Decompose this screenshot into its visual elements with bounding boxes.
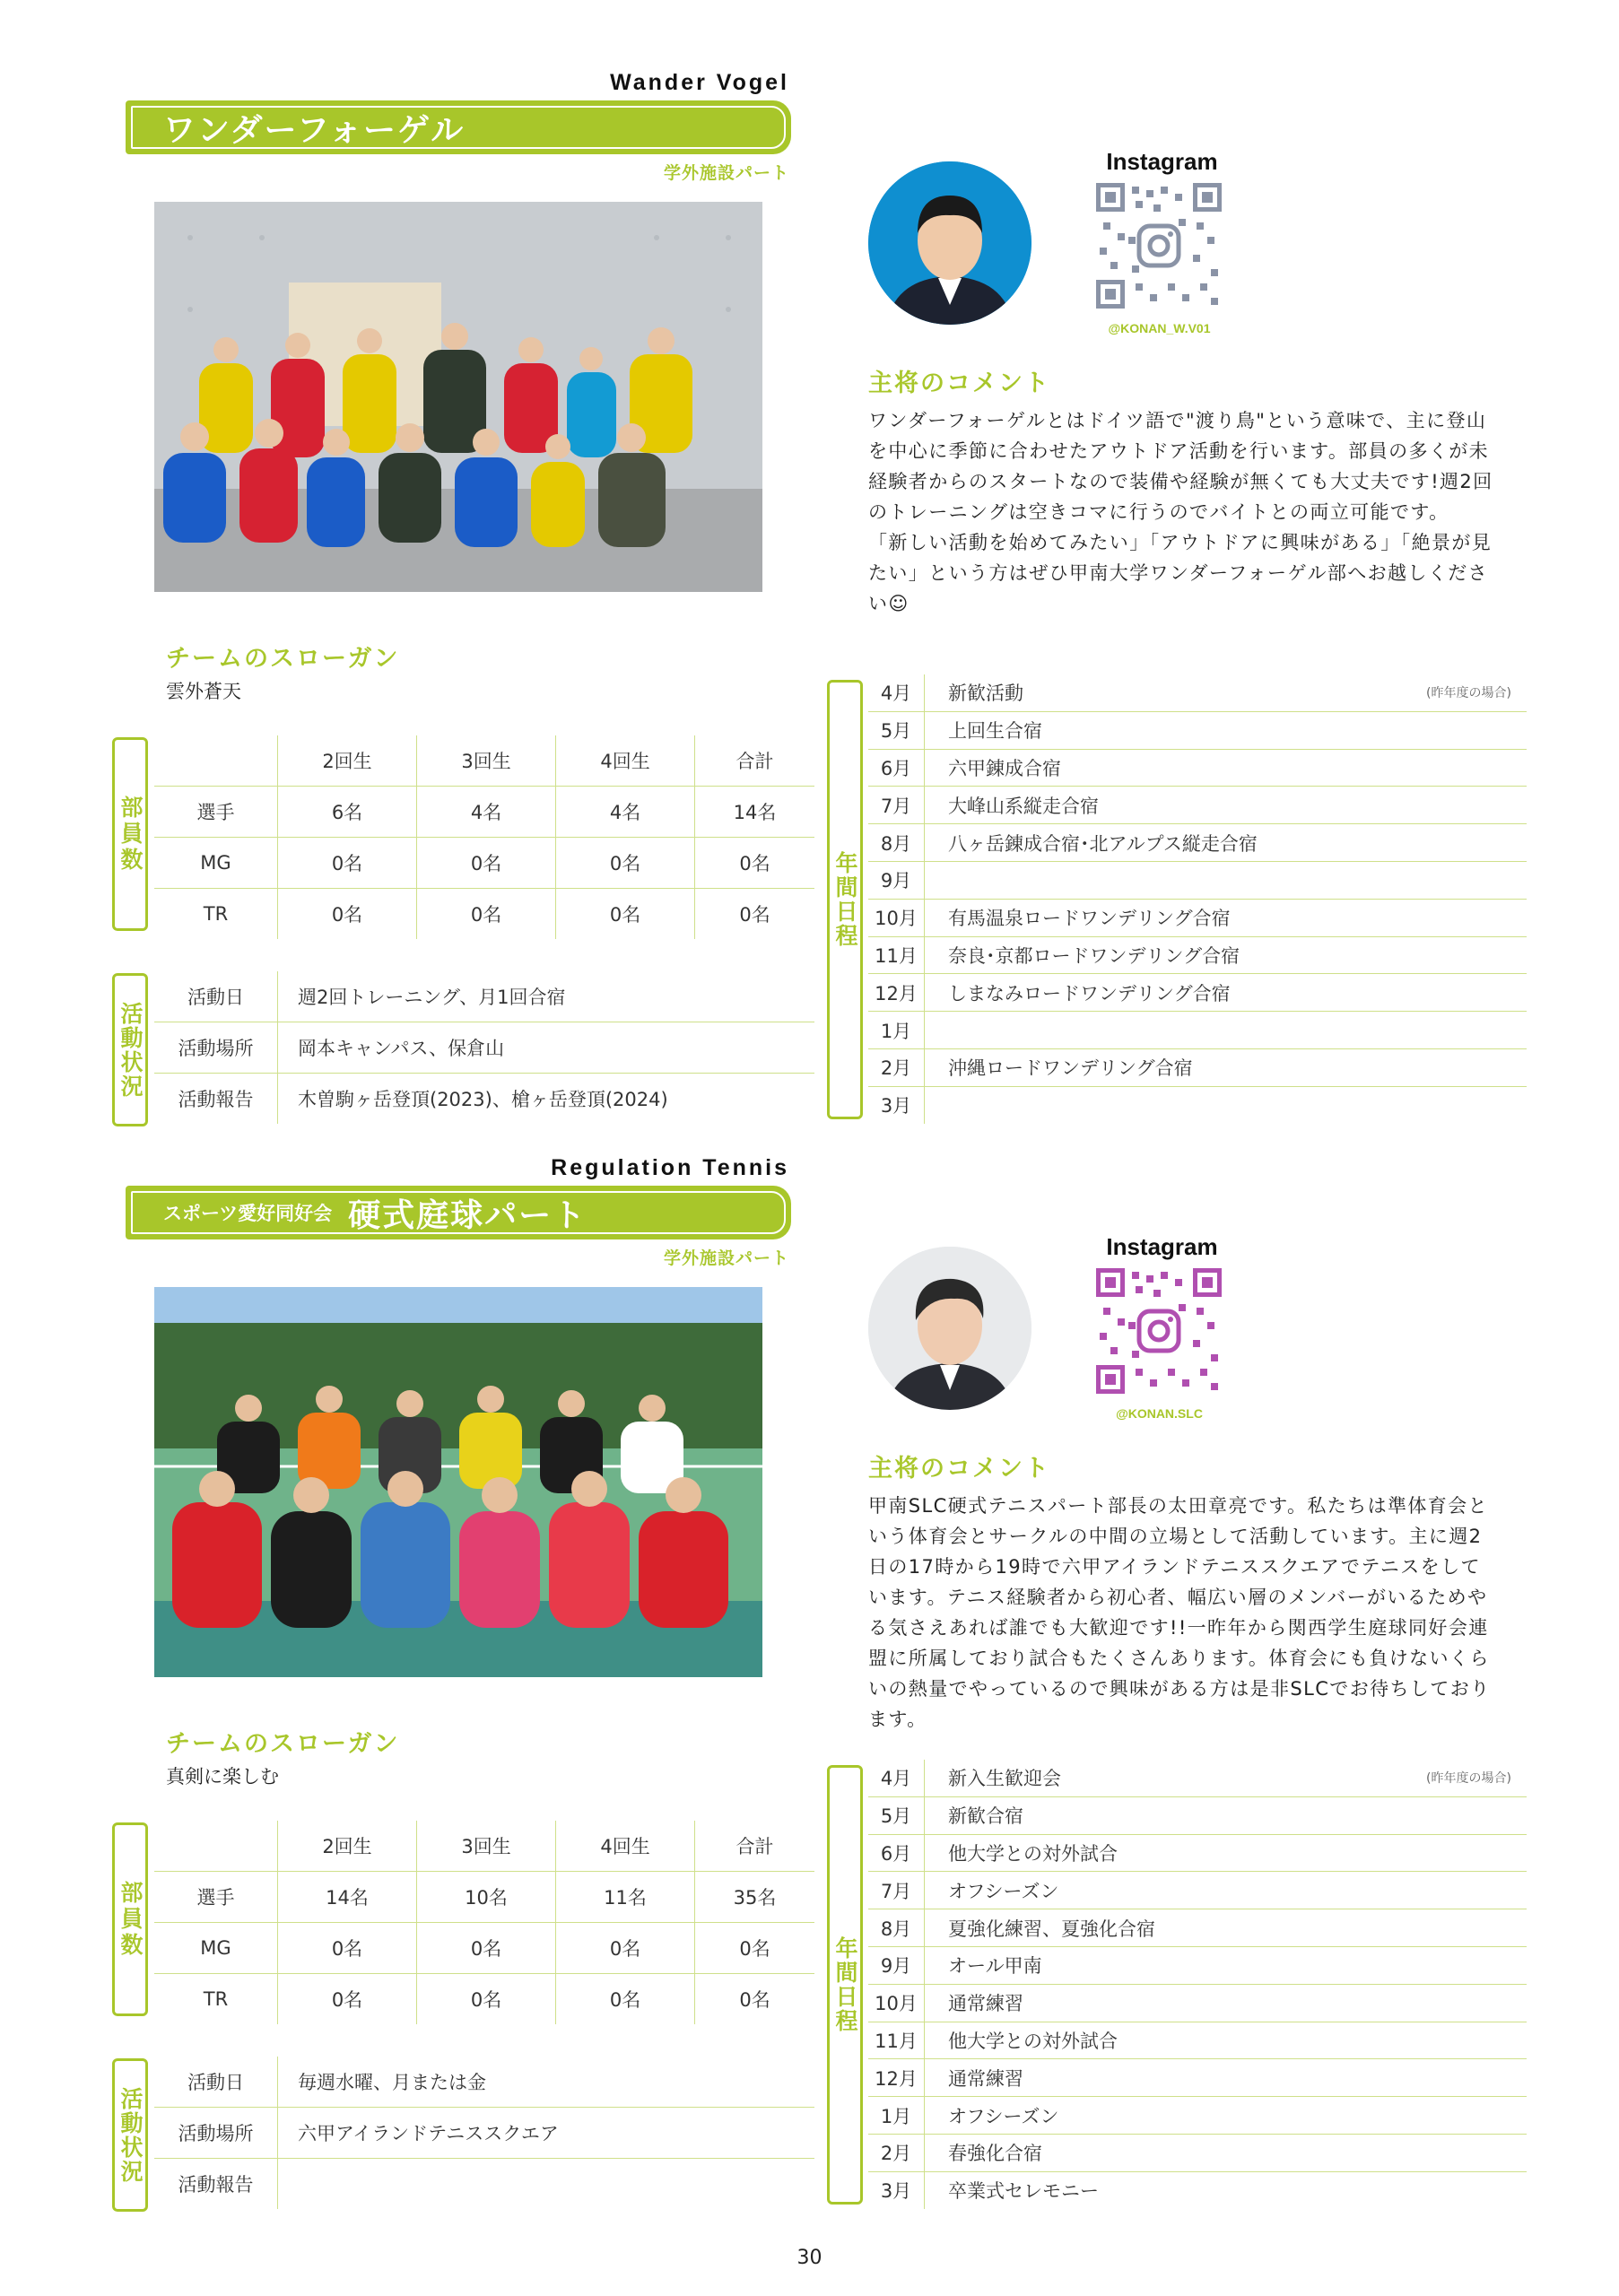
header-cell: 3回生 xyxy=(417,735,556,787)
schedule-row xyxy=(868,2172,1527,2209)
schedule-row xyxy=(868,787,1527,824)
header-cell: 3回生 xyxy=(417,1821,556,1872)
row-label: TR xyxy=(203,1988,229,2010)
schedule-month: 3月 xyxy=(868,2172,925,2209)
schedule-event: 上回生合宿 xyxy=(948,720,1042,743)
schedule-month: 9月 xyxy=(868,862,925,899)
slogan-text: 真剣に楽しむ xyxy=(166,1766,279,1787)
table-cell: 14名 xyxy=(695,787,814,838)
schedule-event: 夏強化練習、夏強化合宿 xyxy=(948,1918,1155,1940)
header-cell xyxy=(154,735,278,787)
row-label: MG xyxy=(154,838,278,889)
members-label-text: 部員数 xyxy=(118,795,144,874)
header-cell: 合計 xyxy=(695,1821,814,1872)
schedule-label-text: 年間日程 xyxy=(832,1936,858,2033)
title-banner xyxy=(126,100,791,154)
table-cell: 10名 xyxy=(417,1872,556,1923)
schedule-note: (昨年度の場合) xyxy=(1426,1771,1511,1786)
schedule-month: 2月 xyxy=(868,1049,925,1086)
table-row xyxy=(154,838,814,889)
instagram-qr-code[interactable] xyxy=(1096,183,1222,309)
schedule-row xyxy=(868,824,1527,862)
table-cell: 0名 xyxy=(278,838,417,889)
comment-paragraph: ワンダーフォーゲルとはドイツ語で"渡り鳥"という意味で、主に登山を中心に季節に合わせたアウトドア活動を行います。部員の多くが未経験者からのスタートなので装備や経験が無くても大丈夫です!週2回のトレーニングは空きコマに行うのでバイトとの両立可能です。 xyxy=(868,410,1493,523)
slogan-text: 雲外蒼天 xyxy=(166,681,241,702)
schedule-month: 6月 xyxy=(868,1835,925,1872)
table-row xyxy=(154,1022,814,1074)
club-prefix: スポーツ愛好同好会 xyxy=(163,1203,333,1224)
schedule-row xyxy=(868,2059,1527,2097)
table-row xyxy=(154,2057,814,2108)
comment-paragraph: 「新しい活動を始めてみたい」「アウトドアに興味がある」「絶景が見たい」という方はぜひ甲南大学ワンダーフォーゲル部へお越しください☺ xyxy=(868,532,1493,614)
schedule-month: 12月 xyxy=(868,974,925,1011)
part-subtitle: 学外施設パート xyxy=(663,1248,789,1268)
activity-label xyxy=(112,2058,148,2212)
schedule-month: 12月 xyxy=(868,2059,925,2096)
members-table xyxy=(154,1821,814,2024)
schedule-row xyxy=(868,2097,1527,2135)
schedule-row xyxy=(868,674,1527,712)
table-cell: 0名 xyxy=(278,1923,417,1974)
header-cell: 2回生 xyxy=(278,1821,417,1872)
activity-key: 活動日 xyxy=(154,971,278,1022)
schedule-row xyxy=(868,2022,1527,2060)
schedule-month: 8月 xyxy=(868,824,925,861)
english-title: Regulation Tennis xyxy=(551,1155,789,1180)
table-cell: 0名 xyxy=(556,889,695,940)
captain-avatar xyxy=(868,161,1031,325)
instagram-label: Instagram xyxy=(1106,1233,1218,1260)
header-cell: 4回生 xyxy=(556,1821,695,1872)
schedule-row xyxy=(868,1797,1527,1835)
table-cell: 4名 xyxy=(556,787,695,838)
schedule-row xyxy=(868,1012,1527,1049)
members-label xyxy=(112,737,148,931)
schedule-list xyxy=(868,1760,1527,2209)
club-title: ワンダーフォーゲル xyxy=(163,111,466,149)
schedule-note: (昨年度の場合) xyxy=(1426,686,1511,700)
schedule-event: 沖縄ロードワンデリング合宿 xyxy=(948,1057,1193,1080)
schedule-event: 大峰山系縦走合宿 xyxy=(948,795,1099,817)
table-cell: 0名 xyxy=(417,838,556,889)
table-cell: 0名 xyxy=(695,1974,814,2025)
schedule-label xyxy=(827,680,863,1119)
schedule-event: 有馬温泉ロードワンデリング合宿 xyxy=(948,908,1231,930)
table-cell: 6名 xyxy=(278,787,417,838)
header-cell: 4回生 xyxy=(556,735,695,787)
schedule-row xyxy=(868,712,1527,750)
activity-key: 活動場所 xyxy=(154,1022,278,1074)
schedule-event: 新入生歓迎会 xyxy=(948,1768,1061,1790)
table-cell: 11名 xyxy=(556,1872,695,1923)
schedule-month: 10月 xyxy=(868,1985,925,2022)
club-section-regulation-tennis xyxy=(0,1085,1619,2203)
activity-value: 岡本キャンパス、保倉山 xyxy=(278,1022,815,1074)
schedule-month: 5月 xyxy=(868,712,925,749)
table-cell: 0名 xyxy=(695,1923,814,1974)
activity-label-text: 活動状況 xyxy=(118,2086,144,2184)
activity-value: 毎週水曜、月または金 xyxy=(278,2057,815,2108)
schedule-event: 他大学との対外試合 xyxy=(948,2030,1118,2052)
table-row xyxy=(154,1974,814,2025)
schedule-month: 2月 xyxy=(868,2135,925,2171)
schedule-event: 通常練習 xyxy=(948,1993,1023,2015)
schedule-event: オール甲南 xyxy=(948,1955,1042,1978)
english-title: Wander Vogel xyxy=(610,70,789,95)
comment-paragraph: 甲南SLC硬式テニスパート部長の太田章亮です。私たちは準体育会という体育会とサークルの中間の立場として活動しています。主に週2日の17時から19時で六甲アイランドテニススクエアでテニスをしています。テニス経験者から初心者、幅広い層のメンバーがいるためやる気さえあれば誰でも大歓迎です!!一昨年から関西学生庭球同好会連盟に所属しており試合もたくさんあります。体育会にも負けないくらいの熱量でやっているので興味がある方は是非SLCでお待ちしております。 xyxy=(868,1495,1491,1730)
schedule-month: 4月 xyxy=(868,674,925,711)
captain-comment xyxy=(868,1491,1496,1735)
schedule-month: 11月 xyxy=(868,937,925,974)
schedule-row xyxy=(868,1872,1527,1909)
schedule-row xyxy=(868,750,1527,787)
title-banner xyxy=(126,1186,791,1239)
schedule-month: 7月 xyxy=(868,1872,925,1909)
activity-label-text: 活動状況 xyxy=(118,1001,144,1099)
table-row xyxy=(154,2159,814,2210)
table-cell: 0名 xyxy=(417,1923,556,1974)
row-label: 選手 xyxy=(154,787,278,838)
table-cell: 35名 xyxy=(695,1872,814,1923)
schedule-event: しまなみロードワンデリング合宿 xyxy=(948,982,1231,1004)
table-cell: 0名 xyxy=(556,1923,695,1974)
table-cell: 0名 xyxy=(278,1974,417,2025)
schedule-event: オフシーズン xyxy=(948,1880,1059,1902)
activity-value xyxy=(278,2159,815,2210)
schedule-month: 3月 xyxy=(868,1087,925,1124)
part-subtitle: 学外施設パート xyxy=(663,163,789,183)
header-cell xyxy=(154,1821,278,1872)
activity-key: 活動日 xyxy=(154,2057,278,2108)
members-label-text: 部員数 xyxy=(118,1880,144,1959)
table-row xyxy=(154,1821,814,1872)
instagram-handle[interactable]: @KONAN_W.V01 xyxy=(1108,321,1211,335)
row-label: 選手 xyxy=(154,1872,278,1923)
members-label xyxy=(112,1822,148,2016)
table-cell: 4名 xyxy=(417,787,556,838)
table-cell: 0名 xyxy=(556,838,695,889)
schedule-month: 6月 xyxy=(868,750,925,787)
table-row xyxy=(154,2108,814,2159)
schedule-month: 5月 xyxy=(868,1797,925,1834)
club-title: 硬式庭球パート xyxy=(348,1196,588,1234)
schedule-event: 卒業式セレモニー xyxy=(948,2180,1099,2203)
schedule-event: 八ヶ岳錬成合宿･北アルプス縦走合宿 xyxy=(948,832,1258,855)
table-cell: 0名 xyxy=(695,889,814,940)
club-section-wander-vogel xyxy=(0,0,1619,1118)
schedule-row xyxy=(868,1760,1527,1797)
table-cell: 0名 xyxy=(417,889,556,940)
captain-avatar xyxy=(868,1247,1031,1410)
instagram-handle[interactable]: @KONAN.SLC xyxy=(1116,1406,1203,1421)
schedule-month: 1月 xyxy=(868,2097,925,2134)
schedule-row xyxy=(868,1049,1527,1087)
schedule-event: 奈良･京都ロードワンデリング合宿 xyxy=(948,944,1240,967)
schedule-label-text: 年間日程 xyxy=(832,851,858,948)
team-photo xyxy=(154,1287,762,1677)
comment-title: 主将のコメント xyxy=(868,370,1050,397)
schedule-row xyxy=(868,2135,1527,2172)
schedule-row xyxy=(868,974,1527,1012)
captain-comment xyxy=(868,405,1496,619)
activity-value: 木曽駒ヶ岳登頂(2023)、槍ヶ岳登頂(2024) xyxy=(298,1089,668,1110)
schedule-row xyxy=(868,1947,1527,1985)
slogan-title: チームのスローガン xyxy=(166,645,400,673)
row-label: MG xyxy=(154,1923,278,1974)
schedule-list xyxy=(868,674,1527,1124)
instagram-qr-code[interactable] xyxy=(1096,1268,1222,1394)
schedule-month: 11月 xyxy=(868,2022,925,2059)
schedule-month: 7月 xyxy=(868,787,925,823)
activity-value: 六甲アイランドテニススクエア xyxy=(278,2108,815,2159)
schedule-event: 他大学との対外試合 xyxy=(948,1842,1118,1865)
row-label: TR xyxy=(203,903,229,925)
schedule-month: 10月 xyxy=(868,900,925,936)
team-photo xyxy=(154,202,762,592)
schedule-event: 六甲錬成合宿 xyxy=(948,757,1061,779)
table-cell: 14名 xyxy=(278,1872,417,1923)
page-number: 30 xyxy=(796,2247,823,2269)
schedule-row xyxy=(868,1835,1527,1873)
table-cell: 0名 xyxy=(556,1974,695,2025)
slogan-title: チームのスローガン xyxy=(166,1730,400,1758)
schedule-row xyxy=(868,937,1527,975)
table-row xyxy=(154,1872,814,1923)
table-row xyxy=(154,889,814,940)
schedule-row xyxy=(868,1909,1527,1947)
instagram-label: Instagram xyxy=(1106,148,1218,175)
members-table xyxy=(154,735,814,939)
schedule-month: 4月 xyxy=(868,1760,925,1796)
schedule-row xyxy=(868,862,1527,900)
schedule-event: 新歓合宿 xyxy=(948,1805,1023,1828)
table-cell: 0名 xyxy=(695,838,814,889)
schedule-event: 春強化合宿 xyxy=(948,2143,1042,2165)
schedule-month: 1月 xyxy=(868,1012,925,1048)
activity-key: 活動場所 xyxy=(154,2108,278,2159)
activity-table xyxy=(154,2057,814,2209)
table-cell: 0名 xyxy=(417,1974,556,2025)
schedule-row xyxy=(868,1985,1527,2022)
schedule-row xyxy=(868,900,1527,937)
schedule-month: 9月 xyxy=(868,1947,925,1984)
schedule-month: 8月 xyxy=(868,1909,925,1946)
table-cell: 0名 xyxy=(278,889,417,940)
activity-value: 週2回トレーニング、月1回合宿 xyxy=(278,971,815,1022)
table-row xyxy=(154,735,814,787)
activity-key: 活動報告 xyxy=(154,2159,278,2210)
schedule-label xyxy=(827,1765,863,2205)
comment-title: 主将のコメント xyxy=(868,1455,1050,1483)
table-row xyxy=(154,1923,814,1974)
schedule-event: 新歓活動 xyxy=(948,683,1023,705)
header-cell: 2回生 xyxy=(278,735,417,787)
schedule-event: オフシーズン xyxy=(948,2105,1059,2127)
table-row xyxy=(154,787,814,838)
header-cell: 合計 xyxy=(695,735,814,787)
activity-key: 活動報告 xyxy=(154,1074,278,1125)
table-row xyxy=(154,971,814,1022)
schedule-event: 通常練習 xyxy=(948,2067,1023,2090)
